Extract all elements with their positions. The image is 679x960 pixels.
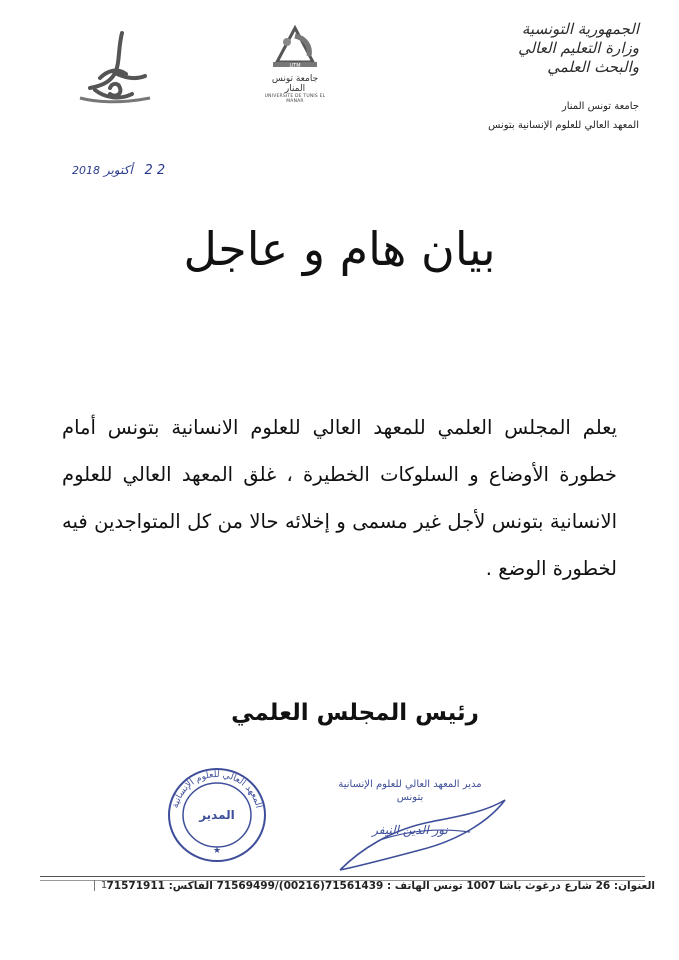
date-month: أكتوبر xyxy=(103,163,133,177)
stamp-round-middle: المدير xyxy=(199,808,235,822)
date-year: 2018 xyxy=(72,164,100,177)
page-number: 1 xyxy=(94,880,109,891)
document-title: بيان هام و عاجل xyxy=(183,222,496,276)
director-line-2: بتونس xyxy=(396,792,424,803)
director-name: نور الدين النيفر xyxy=(372,823,448,837)
institute-name: المعهد العالي للعلوم الإنسانية بتونس xyxy=(488,120,639,131)
stamp-round-top: المعهد العالي للعلوم الإنسانية xyxy=(170,769,264,810)
handwritten-signature xyxy=(320,770,520,880)
logo-letters: UTM xyxy=(289,63,301,69)
institute-calligraphy-logo xyxy=(60,28,160,108)
ministry-line-2: والبحث العلمي xyxy=(547,58,639,76)
logo-caption-ar: جامعة تونس المنار xyxy=(271,74,319,94)
footer-contact: العنوان: 26 شارع درغوث باشا 1007 تونس الهاتف : 71561439(00216)/71569499 الفاكس: 71571911 xyxy=(106,880,655,892)
document-date xyxy=(72,163,165,178)
official-round-stamp xyxy=(165,765,270,865)
announcement-body: يعلم المجلس العلمي للمعهد العالي للعلوم الانسانية بتونس أمام خطورة الأوضاع و السلوكات الخطيرة ، غلق المعهد العالي للعلوم الانسانية بتونس لأجل غير مسمى و إخلائه حالا من كل المتواجدين فيه لخطورة الوضع . xyxy=(62,416,617,580)
stamp-star-icon: ★ xyxy=(212,846,222,856)
ministry-line-1: وزارة التعليم العالي xyxy=(518,39,639,57)
letterhead xyxy=(439,20,639,133)
university-logo xyxy=(264,22,326,104)
university-name: جامعة تونس المنار xyxy=(561,101,639,112)
footer-divider xyxy=(40,876,645,877)
date-day: 2 2 xyxy=(144,163,166,178)
logo-caption-en: UNIVERSITE DE TUNIS EL MANAR xyxy=(264,94,326,104)
country-name: الجمهورية التونسية xyxy=(521,20,639,38)
director-line-1: مدير المعهد العالي للعلوم الإنسانية xyxy=(338,779,482,790)
signatory-title: رئيس المجلس العلمي xyxy=(231,700,479,726)
